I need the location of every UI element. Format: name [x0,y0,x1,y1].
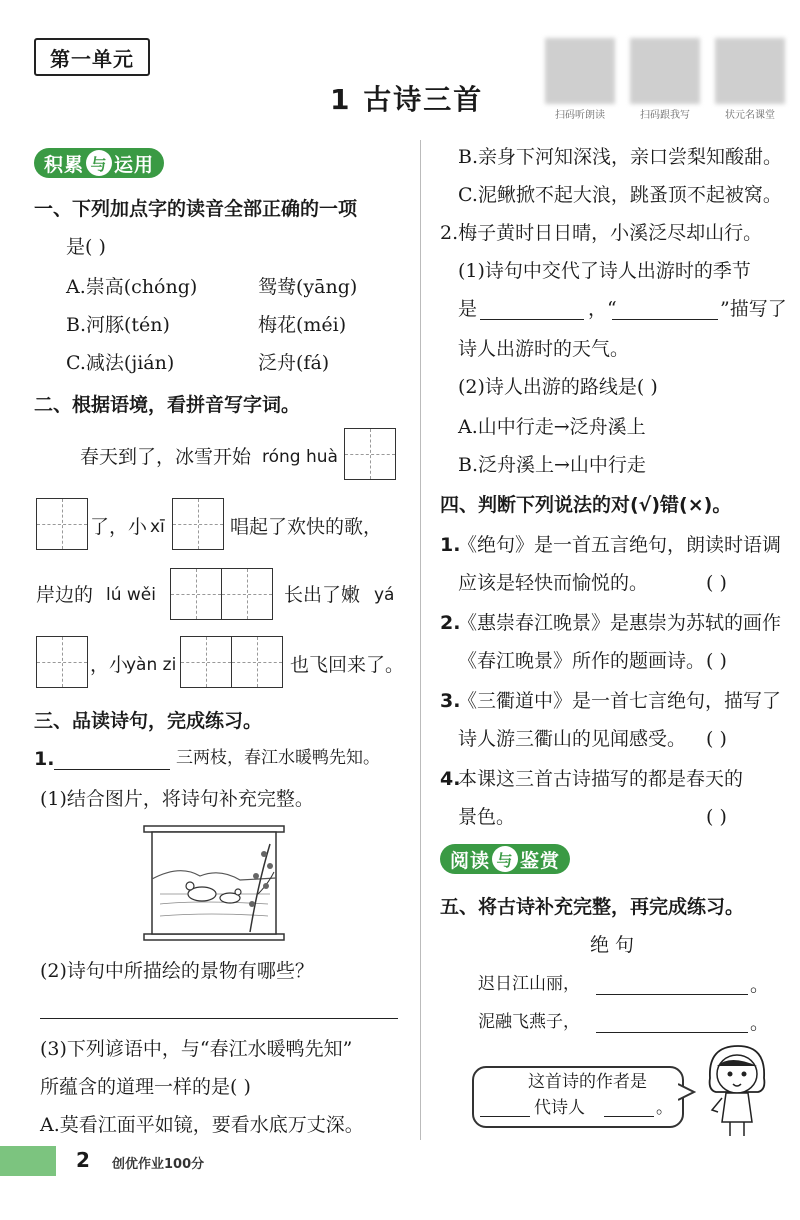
q1-line2: 是( ) [66,236,106,258]
q2-line2-b: 唱起了欢快的歌， [230,516,383,538]
q4-title: 四、判断下列说法的对(√)错(×)。 [440,494,732,516]
q4-item3-num: 3. [440,690,461,712]
q2-pinyin-xi: xī [150,517,165,537]
q1-line1: 一、下列加点字的读音全部正确的一项 [34,198,358,220]
qr-code-class[interactable] [715,38,785,104]
q2-line4-a: ，小 [90,654,129,676]
badge2-text-b: 鉴赏 [520,849,561,872]
q3-p2-option-b: B.泛舟溪上→山中行走 [458,454,646,476]
q2-pinyin-yanzi: yàn zi [126,655,177,675]
q3-sub3-option-a: A.莫看江面平如镜，要看水底万丈深。 [40,1114,364,1136]
q1-option-c1: C.减法(jián) [66,352,175,374]
q3-p1-blank[interactable] [54,750,170,770]
q4-item3-line1: 《三衢道中》是一首七言绝句，描写了 [458,690,782,712]
q3-p2-sub1-a: 是 [458,298,478,320]
q4-item2-num: 2. [440,612,461,634]
writing-grid-yanzi[interactable] [180,636,283,688]
q3-p2-sub1-b: ，“ [588,298,617,320]
poem-line1-blank[interactable] [596,976,748,995]
q4-item4-num: 4. [440,768,461,790]
q4-item1-line2: 应该是轻快而愉悦的。 [458,572,649,594]
page-number: 2 [76,1148,90,1172]
q3-p2-season-blank[interactable] [480,300,584,320]
q3-sub2: (2)诗句中所描绘的景物有哪些？ [40,960,314,982]
q3-p2-weather-blank[interactable] [612,300,718,320]
poem-line2-end: 。 [750,1012,770,1034]
q3-p2-sub1-line1: (1)诗句中交代了诗人出游时的季节 [458,260,751,282]
badge-text-mid: 与 [86,150,112,176]
q3-p2-option-a: A.山中行走→泛舟溪上 [458,416,646,438]
q2-pinyin-luwei: lú wěi [106,585,156,605]
book-name: 创优作业100分 [112,1157,205,1172]
q3-sub3-option-c: C.泥鳅掀不起大浪，跳蚤顶不起被窝。 [458,184,782,206]
q4-item3-answer[interactable]: ( ) [706,728,727,750]
qr-label-write: 扫码跟我写 [640,110,690,121]
girl-cartoon [700,1040,774,1140]
q2-pinyin-ronghua: róng huà [262,447,338,467]
writing-grid-ronghua[interactable] [344,428,396,480]
badge-text-b: 运用 [114,153,155,176]
qr-label-class: 状元名课堂 [725,110,775,121]
badge-text-a: 积累 [44,153,85,176]
bubble-line1: 这首诗的作者是 [528,1072,647,1092]
q3-p1-num: 1. [34,748,55,770]
duck-spring-illustration [140,824,288,942]
q4-item1-answer[interactable]: ( ) [706,572,727,594]
q4-item2-line1: 《惠崇春江晚景》是惠崇为苏轼的画作 [458,612,782,634]
q3-sub1: (1)结合图片，将诗句补充完整。 [40,788,314,810]
q3-p1-text: 三两枝，春江水暖鸭先知。 [176,748,380,768]
q1-option-b1: B.河豚(tén) [66,314,170,336]
unit-label: 第一单元 [34,38,150,76]
q3-sub3-option-b: B.亲身下河知深浅，亲口尝梨知酸甜。 [458,146,783,168]
q3-sub3-line2: 所蕴含的道理一样的是( ) [40,1076,251,1098]
q4-item4-answer[interactable]: ( ) [706,806,727,828]
qr-code-read[interactable] [545,38,615,104]
q3-p2-sub2: (2)诗人出游的路线是( ) [458,376,658,398]
dynasty-blank[interactable] [604,1098,654,1117]
bubble-tail [678,1082,696,1102]
badge2-text-a: 阅读 [450,849,491,872]
q4-item2-line2: 《春江晚景》所作的题画诗。 [458,650,706,672]
q4-item4-line1: 本课这三首古诗描写的都是春天的 [458,768,744,790]
footer-green-bar [0,1146,56,1176]
poem-line1: 迟日江山丽， [478,974,580,994]
q4-item3-line2: 诗人游三衢山的见闻感受。 [458,728,687,750]
q4-item4-line2: 景色。 [458,806,516,828]
q2-line1-text: 春天到了，冰雪开始 [80,446,252,468]
q3-sub2-answer-line[interactable] [40,1000,398,1019]
q2-line3-b: 长出了嫩 [284,584,361,606]
q1-option-b2: 梅花(méi) [258,314,347,336]
q2-line3-a: 岸边的 [36,584,94,606]
qr-code-write[interactable] [630,38,700,104]
lesson-title: 1 古诗三首 [330,83,484,116]
poem-line1-end: 。 [750,974,770,996]
q1-option-a1: A.崇高(chóng) [66,276,198,298]
q1-option-a2: 鸳鸯(yāng) [258,276,358,298]
q3-title: 三、品读诗句，完成练习。 [34,710,263,732]
q3-p2-sub1-line3: 诗人出游时的天气。 [458,338,630,360]
poem-line2: 泥融飞燕子， [478,1012,580,1032]
column-divider [420,140,421,1140]
q2-title: 二、根据语境，看拼音写字词。 [34,394,301,416]
q4-item2-answer[interactable]: ( ) [706,650,727,672]
q2-pinyin-ya: yá [374,585,395,605]
writing-grid-ya[interactable] [36,636,88,688]
author-blank[interactable] [480,1098,530,1117]
q1-option-c2: 泛舟(fá) [258,352,330,374]
poem-line2-blank[interactable] [596,1014,748,1033]
q4-item1-num: 1. [440,534,461,556]
bubble-line2: 代诗人 [534,1098,585,1118]
q2-line2-a: 了，小 [90,516,148,538]
q2-line4-b: 也飞回来了。 [290,654,405,676]
writing-grid-ronghua-2[interactable] [36,498,88,550]
section-badge-reading [440,844,570,874]
badge2-text-mid: 与 [492,846,518,872]
writing-grid-xi[interactable] [172,498,224,550]
q5-title: 五、将古诗补充完整，再完成练习。 [440,896,745,918]
section-badge-accumulate [34,148,164,178]
q3-sub3-line1: (3)下列谚语中，与“春江水暖鸭先知” [40,1038,353,1060]
q3-p2-poem: 2.梅子黄时日日晴，小溪泛尽却山行。 [440,222,763,244]
q3-p2-sub1-c: ”描写了 [720,298,787,320]
bubble-end: 。 [656,1098,673,1118]
qr-label-read: 扫码听朗读 [555,110,605,121]
poem-title: 绝 句 [590,934,635,956]
writing-grid-luwei[interactable] [170,568,273,620]
q4-item1-line1: 《绝句》是一首五言绝句，朗读时语调 [458,534,782,556]
